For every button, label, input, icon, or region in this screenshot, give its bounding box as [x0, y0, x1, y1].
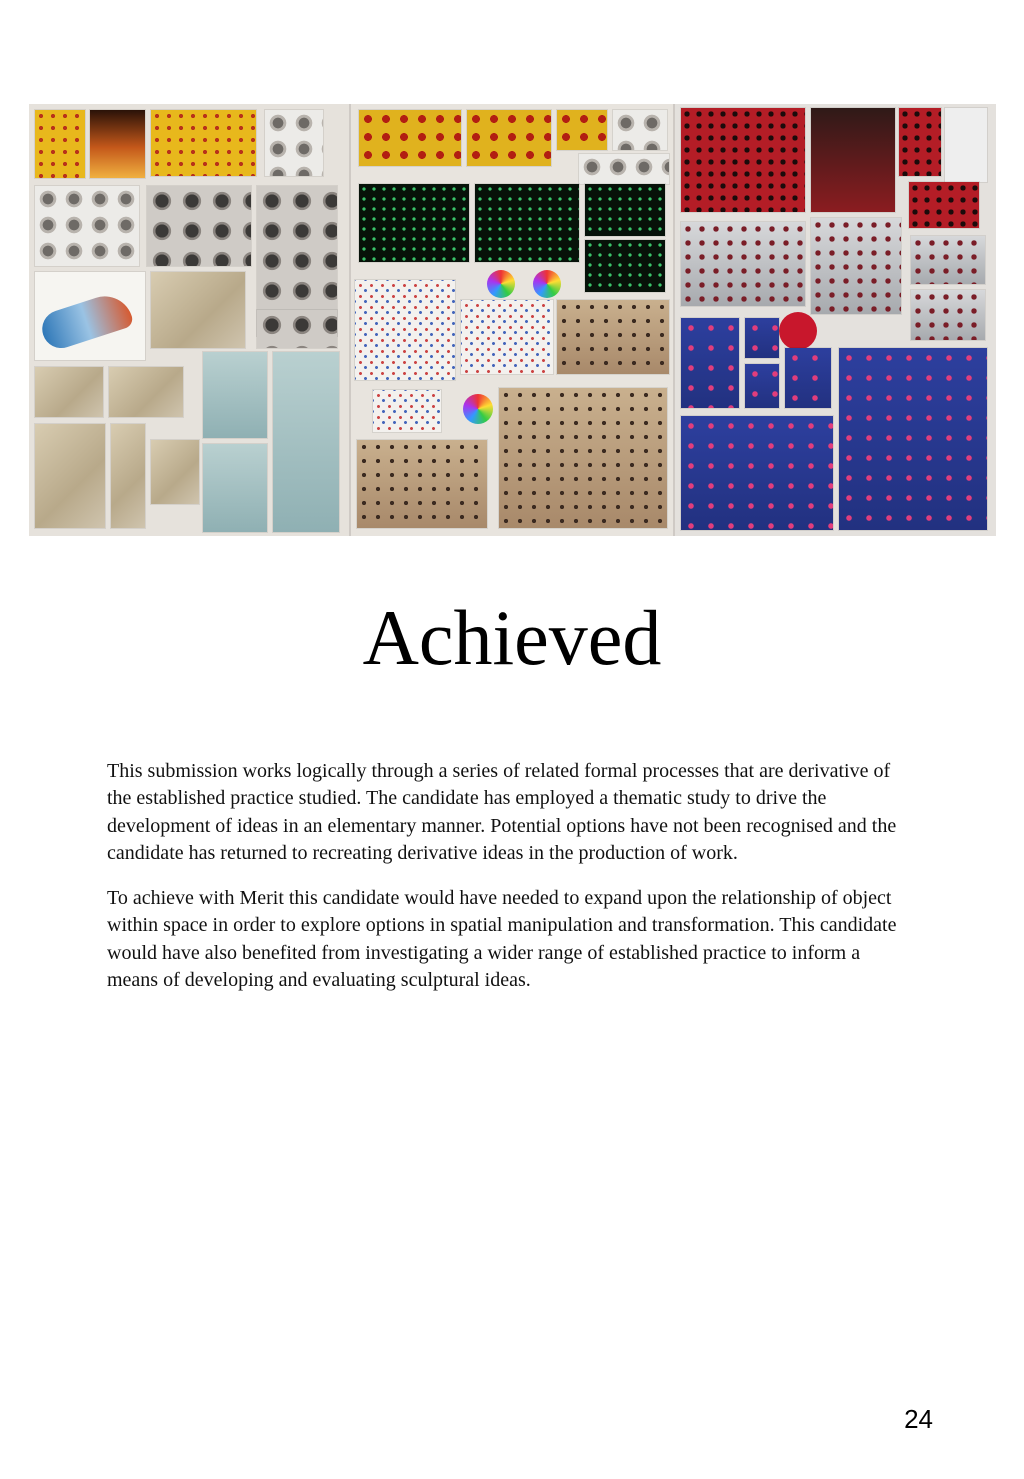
merit-advice-paragraph: To achieve with Merit this candidate would have needed to expand upon the relationship of object within space in order to explore options in spatial manipulation and transformation. This candidate would have also benefited from investigating a wider range of established practice to inform a means of developing and evaluating sculptural ideas. [107, 887, 897, 992]
portfolio-panel-2 [351, 104, 673, 536]
page-number: 24 [904, 1404, 933, 1434]
portfolio-panel-1 [29, 104, 349, 536]
portfolio-image [29, 104, 996, 536]
portfolio-panel-3 [675, 104, 996, 536]
assessment-paragraph: This submission works logically through a series of related formal processes that are derivative of the established practice studied. The candidate has employed a thematic study to drive the development of ideas in an elementary manner. Potential options have not been recognised and the candidate has returned to recreating derivative ideas in the production of work. [107, 760, 897, 864]
body-text [107, 758, 907, 1012]
page-title: Achieved [362, 594, 662, 681]
